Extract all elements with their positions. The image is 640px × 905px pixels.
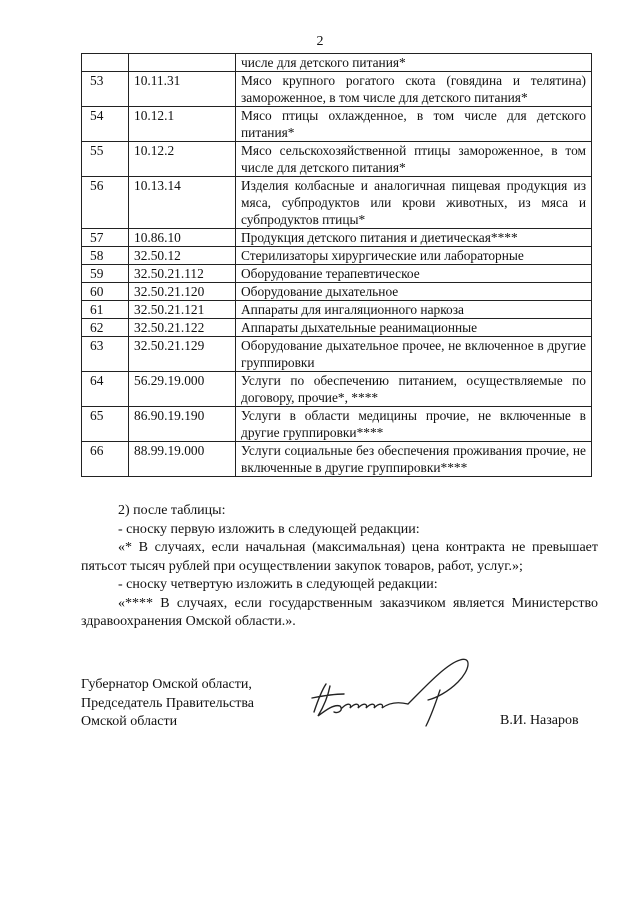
table-row <box>82 442 592 477</box>
amendments-text <box>81 502 598 632</box>
row-code: 32.50.21.112 <box>129 265 236 283</box>
row-code: 32.50.12 <box>129 247 236 265</box>
row-number: 66 <box>82 442 129 477</box>
signatory-title-line: Омской области <box>81 714 178 729</box>
table-row <box>82 54 592 72</box>
row-number: 55 <box>82 142 129 177</box>
row-number: 64 <box>82 372 129 407</box>
row-number: 59 <box>82 265 129 283</box>
row-description: Услуги в области медицины прочие, не включенные в другие группировки**** <box>236 407 592 442</box>
table-row <box>82 107 592 142</box>
table-row <box>82 229 592 247</box>
products-table <box>81 53 592 477</box>
row-number: 58 <box>82 247 129 265</box>
table-row <box>82 142 592 177</box>
row-description: Изделия колбасные и аналогичная пищевая продукция из мяса, субпродуктов или крови животных, из мяса и субпродуктов птицы* <box>236 177 592 229</box>
row-number: 53 <box>82 72 129 107</box>
table-row <box>82 319 592 337</box>
amendment-first-footnote-intro: - сноску первую изложить в следующей редакции: <box>118 521 420 537</box>
row-code: 32.50.21.121 <box>129 301 236 319</box>
row-description: Услуги по обеспечению питанием, осуществляемые по договору, прочие*, **** <box>236 372 592 407</box>
row-description: Мясо сельскохозяйственной птицы замороженное, в том числе для детского питания* <box>236 142 592 177</box>
row-code: 56.29.19.000 <box>129 372 236 407</box>
row-code: 32.50.21.120 <box>129 283 236 301</box>
signatory-title-line: Председатель Правительства <box>81 695 254 711</box>
signatory-title-line: Губернатор Омской области, <box>81 677 252 692</box>
table-row <box>82 265 592 283</box>
row-number: 65 <box>82 407 129 442</box>
row-number: 57 <box>82 229 129 247</box>
table-row <box>82 301 592 319</box>
row-description: Оборудование дыхательное <box>236 283 592 301</box>
table-row <box>82 407 592 442</box>
row-code: 32.50.21.122 <box>129 319 236 337</box>
table-row <box>82 337 592 372</box>
row-code: 10.86.10 <box>129 229 236 247</box>
row-description: Оборудование терапевтическое <box>236 265 592 283</box>
row-code <box>129 54 236 72</box>
table-row <box>82 283 592 301</box>
row-number: 61 <box>82 301 129 319</box>
row-code: 10.12.1 <box>129 107 236 142</box>
row-description: числе для детского питания* <box>236 54 592 72</box>
table-row <box>82 177 592 229</box>
row-number: 62 <box>82 319 129 337</box>
row-number: 56 <box>82 177 129 229</box>
table-row <box>82 372 592 407</box>
amendment-point-2: 2) после таблицы: <box>118 503 226 518</box>
amendment-fourth-footnote-intro: - сноску четвертую изложить в следующей редакции: <box>118 577 438 592</box>
table-row <box>82 247 592 265</box>
row-code: 10.12.2 <box>129 142 236 177</box>
row-code: 10.11.31 <box>129 72 236 107</box>
row-description: Аппараты дыхательные реанимационные <box>236 319 592 337</box>
row-number: 63 <box>82 337 129 372</box>
row-code: 86.90.19.190 <box>129 407 236 442</box>
first-footnote-text: «* В случаях, если начальная (максимальная) цена контракта не превышает пятьсот тысяч рублей при осуществлении закупок товаров, работ, услуг.»; <box>81 540 598 574</box>
row-number: 60 <box>82 283 129 301</box>
row-description: Стерилизаторы хирургические или лабораторные <box>236 247 592 265</box>
signatory-name: В.И. Назаров <box>500 713 579 728</box>
row-description: Продукция детского питания и диетическая**** <box>236 229 592 247</box>
row-code: 88.99.19.000 <box>129 442 236 477</box>
row-description: Оборудование дыхательное прочее, не включенное в другие группировки <box>236 337 592 372</box>
page-number: 2 <box>316 34 324 49</box>
fourth-footnote-text: «**** В случаях, если государственным заказчиком является Министерство здравоохранения Омской области.». <box>81 595 598 629</box>
table-row <box>82 72 592 107</box>
row-code: 32.50.21.129 <box>129 337 236 372</box>
row-description: Мясо птицы охлажденное, в том числе для детского питания* <box>236 107 592 142</box>
row-description: Мясо крупного рогатого скота (говядина и телятина) замороженное, в том числе для детского питания* <box>236 72 592 107</box>
handwritten-signature <box>300 650 480 730</box>
row-description: Аппараты для ингаляционного наркоза <box>236 301 592 319</box>
signatory-title <box>81 676 254 732</box>
row-number <box>82 54 129 72</box>
row-description: Услуги социальные без обеспечения проживания прочие, не включенные в другие группировки**** <box>236 442 592 477</box>
row-number: 54 <box>82 107 129 142</box>
row-code: 10.13.14 <box>129 177 236 229</box>
